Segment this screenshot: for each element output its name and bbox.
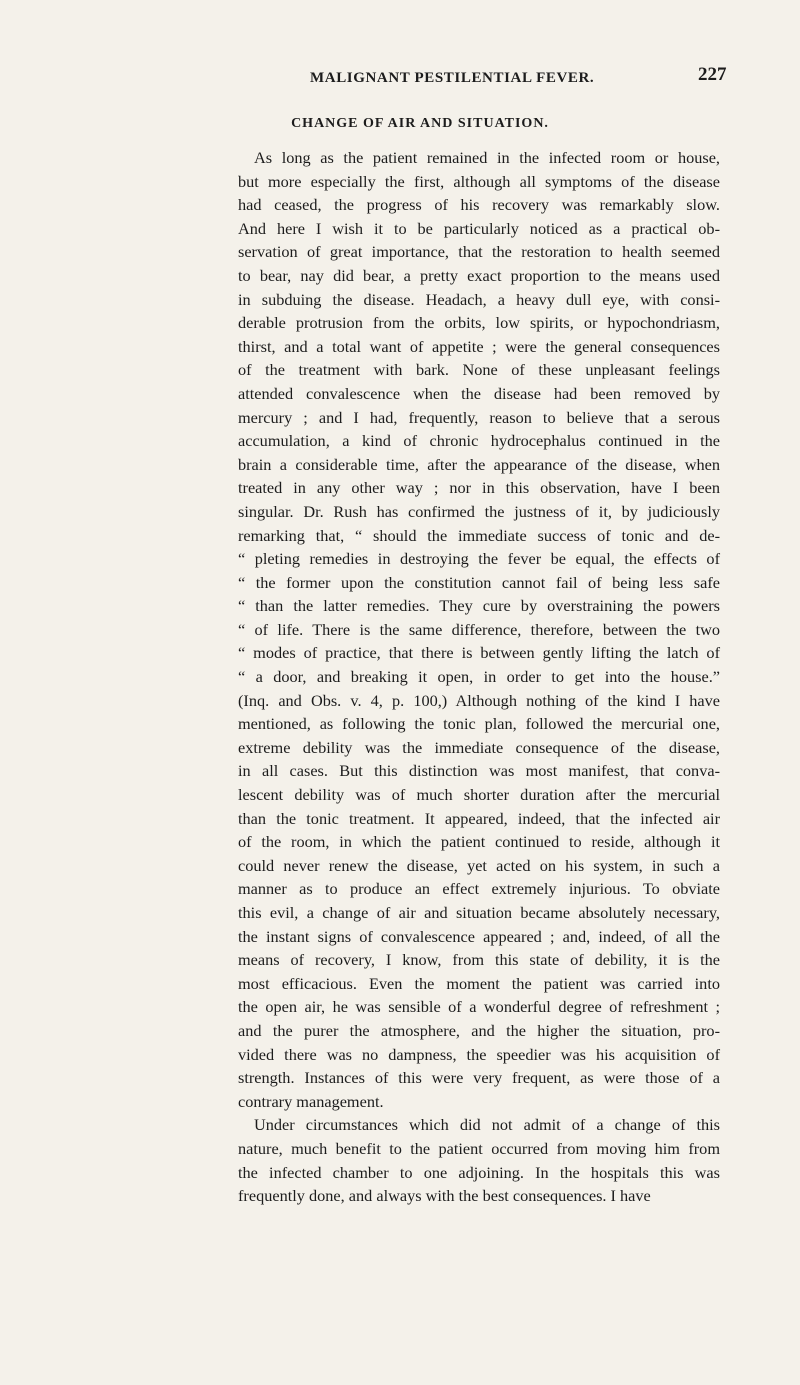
text-line: but more especially the first, although all symptoms of the disease [238,171,720,191]
text-line: brain a considerable time, after the appearance of the disease, when [238,454,720,474]
text-line: vided there was no dampness, the speedier was his acquisition of [238,1044,720,1064]
text-line: lescent debility was of much shorter duration after the mercurial [238,785,720,805]
page-number: 227 [698,64,727,85]
text-line: than the tonic treatment. It appeared, indeed, that the infected air [238,808,720,828]
running-title: MALIGNANT PESTILENTIAL FEVER. [310,70,595,86]
text-line: strength. Instances of this were very frequent, as were those of a [238,1068,720,1088]
text-line: accumulation, a kind of chronic hydrocephalus continued in the [238,431,720,451]
text-line: mentioned, as following the tonic plan, followed the mercurial one, [238,714,720,734]
text-line: singular. Dr. Rush has confirmed the justness of it, by judiciously [238,501,720,521]
text-line: As long as the patient remained in the infected room or house, [254,148,720,167]
text-line: “ modes of practice, that there is between gently lifting the latch of [238,643,720,663]
body-text [238,146,720,1208]
text-line: the infected chamber to one adjoining. In the hospitals this was [238,1162,720,1182]
text-line: servation of great importance, that the restoration to health seemed [238,242,720,262]
text-line: mercury ; and I had, frequently, reason to believe that a serous [238,407,720,427]
section-heading: CHANGE OF AIR AND SITUATION. [291,116,549,131]
text-line: treated in any other way ; nor in this observation, have I been [238,478,720,498]
text-line: of the treatment with bark. None of these unpleasant feelings [238,360,720,380]
text-line: And here I wish it to be particularly noticed as a practical ob- [238,218,720,238]
text-line: the instant signs of convalescence appeared ; and, indeed, of all the [238,926,720,946]
text-line: extreme debility was the immediate consequence of the disease, [238,737,720,757]
text-line: most efficacious. Even the moment the patient was carried into [238,973,720,993]
text-line: could never renew the disease, yet acted on his system, in such a [238,855,720,875]
text-line: had ceased, the progress of his recovery was remarkably slow. [238,195,720,215]
text-line: the open air, he was sensible of a wonderful degree of refreshment ; [238,997,720,1017]
text-line: nature, much benefit to the patient occurred from moving him from [238,1138,720,1158]
text-line: “ the former upon the constitution cannot fail of being less safe [238,572,720,592]
text-line: Under circumstances which did not admit of a change of this [254,1115,720,1135]
text-line: contrary management. [238,1091,384,1111]
text-line: “ pleting remedies in destroying the fever be equal, the effects of [238,549,720,569]
text-line: “ than the latter remedies. They cure by overstraining the powers [238,596,720,616]
text-line: thirst, and a total want of appetite ; were the general consequences [238,336,720,356]
text-line: attended convalescence when the disease had been removed by [238,383,720,403]
text-line: and the purer the atmosphere, and the higher the situation, pro- [238,1020,720,1040]
text-line: of the room, in which the patient continued to reside, although it [238,832,720,852]
text-line: in subduing the disease. Headach, a heavy dull eye, with consi- [238,289,720,309]
text-line: frequently done, and always with the best consequences. I have [238,1186,651,1206]
text-line: derable protrusion from the orbits, low spirits, or hypochondriasm, [238,313,720,333]
text-line: (Inq. and Obs. v. 4, p. 100,) Although nothing of the kind I have [238,690,720,710]
text-line: this evil, a change of air and situation became absolutely necessary, [238,903,720,922]
text-line: “ a door, and breaking it open, in order to get into the house.” [238,667,720,687]
text-line: in all cases. But this distinction was most manifest, that conva- [238,761,720,781]
text-line: means of recovery, I know, from this state of debility, it is the [238,950,720,970]
text-line: remarking that, “ should the immediate success of tonic and de- [238,525,720,545]
text-line: “ of life. There is the same difference, therefore, between the two [238,619,720,639]
text-line: manner as to produce an effect extremely injurious. To obviate [238,879,720,899]
text-line: to bear, nay did bear, a pretty exact proportion to the means used [238,265,720,285]
